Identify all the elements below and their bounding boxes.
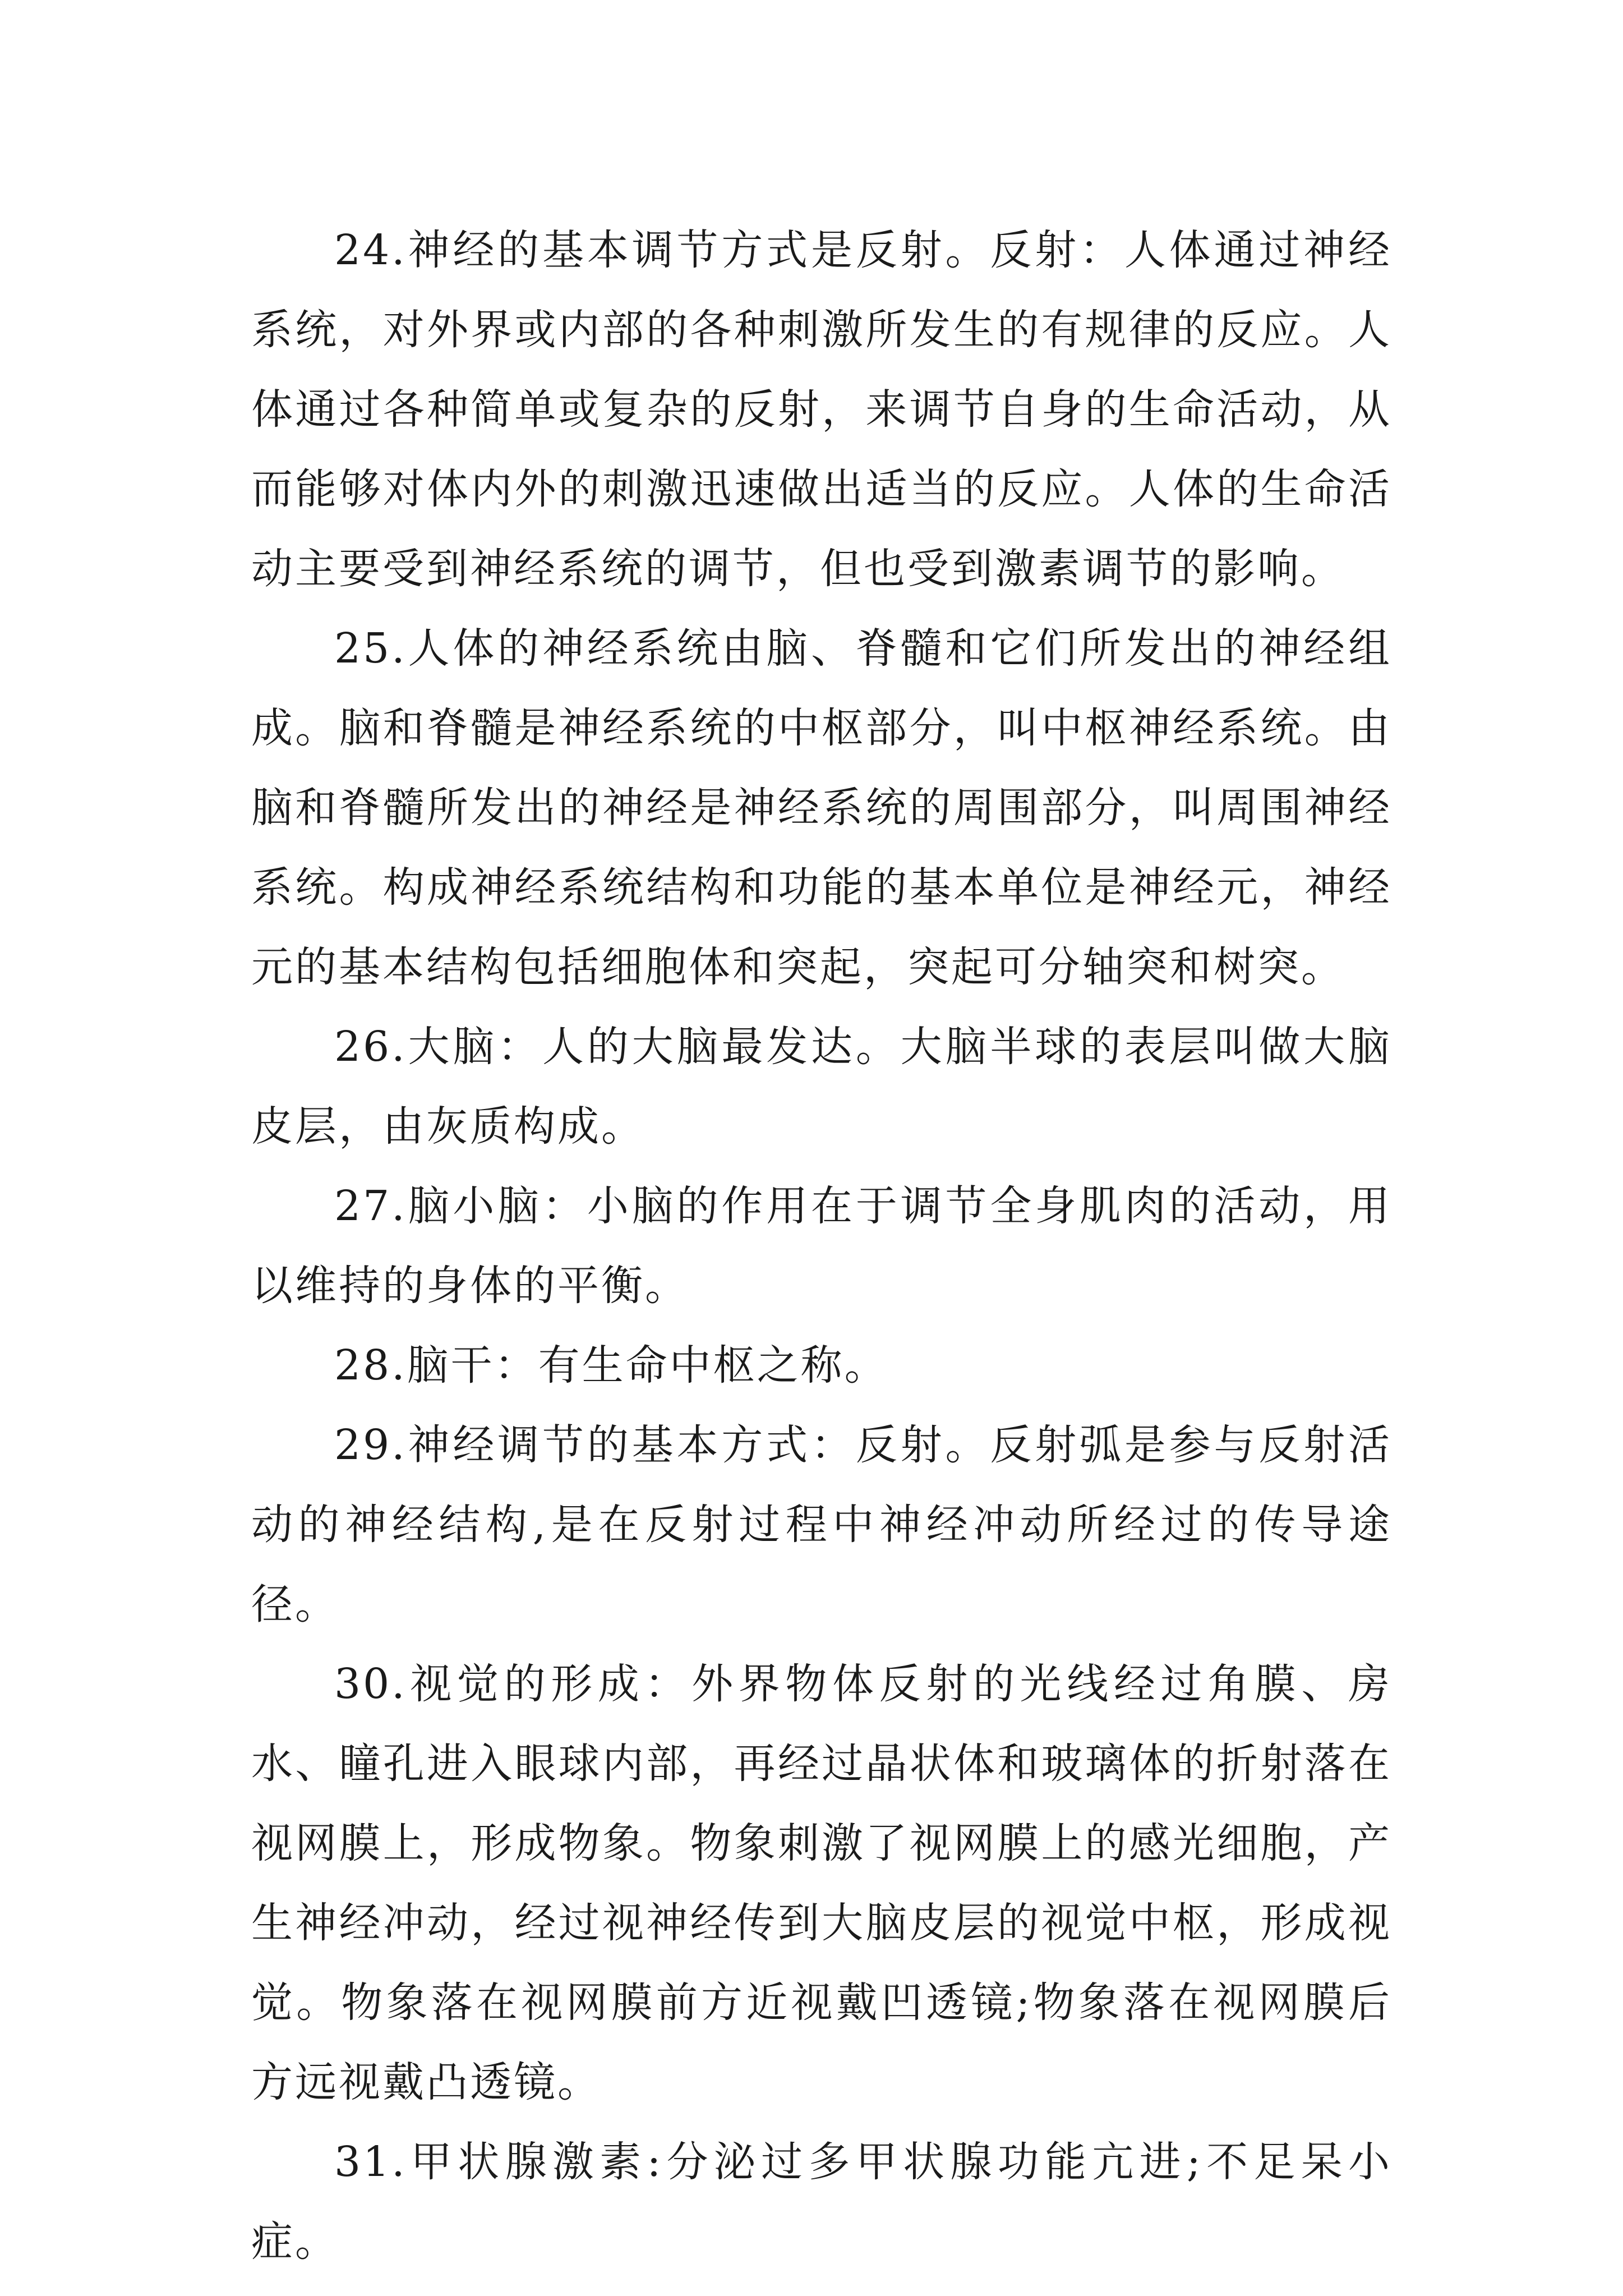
paragraph-25: 25.人体的神经系统由脑、脊髓和它们所发出的神经组成。脑和脊髓是神经系统的中枢部分，叫中枢神经系统。由脑和脊髓所发出的神经是神经系统的周围部分，叫周围神经系统。构成神经系统结构和功能的基本单位是神经元，神经元的基本结构包括细胞体和突起，突起可分轴突和树突。	[251, 624, 1392, 991]
document-body	[251, 210, 1392, 2281]
paragraph-26: 26.大脑：人的大脑最发达。大脑半球的表层叫做大脑皮层，由灰质构成。	[251, 1023, 1392, 1151]
paragraph-30: 30.视觉的形成：外界物体反射的光线经过角膜、房水、瞳孔进入眼球内部，再经过晶状体和玻璃体的折射落在视网膜上，形成物象。物象刺激了视网膜上的感光细胞，产生神经冲动，经过视神经传到大脑皮层的视觉中枢，形成视觉。物象落在视网膜前方近视戴凹透镜;物象落在视网膜后方远视戴凸透镜。	[251, 1660, 1392, 2106]
paragraph-29: 29.神经调节的基本方式：反射。反射弧是参与反射活动的神经结构,是在反射过程中神经冲动所经过的传导途径。	[251, 1421, 1392, 1628]
paragraph-24: 24.神经的基本调节方式是反射。反射：人体通过神经系统，对外界或内部的各种刺激所发生的有规律的反应。人体通过各种简单或复杂的反射，来调节自身的生命活动，从而能够对体内外的刺激迅速做出适当的反应。人体的生命活动主要受到神经系统的调节，但也受到激素调节的影响。	[251, 226, 1392, 593]
paragraph-28: 28.脑干：有生命中枢之称。	[334, 1341, 888, 1389]
paragraph-27: 27.脑小脑：小脑的作用在于调节全身肌肉的活动，用以维持的身体的平衡。	[251, 1182, 1392, 1310]
paragraph-31: 31.甲状腺激素:分泌过多甲状腺功能亢进;不足呆小症。	[251, 2138, 1392, 2266]
